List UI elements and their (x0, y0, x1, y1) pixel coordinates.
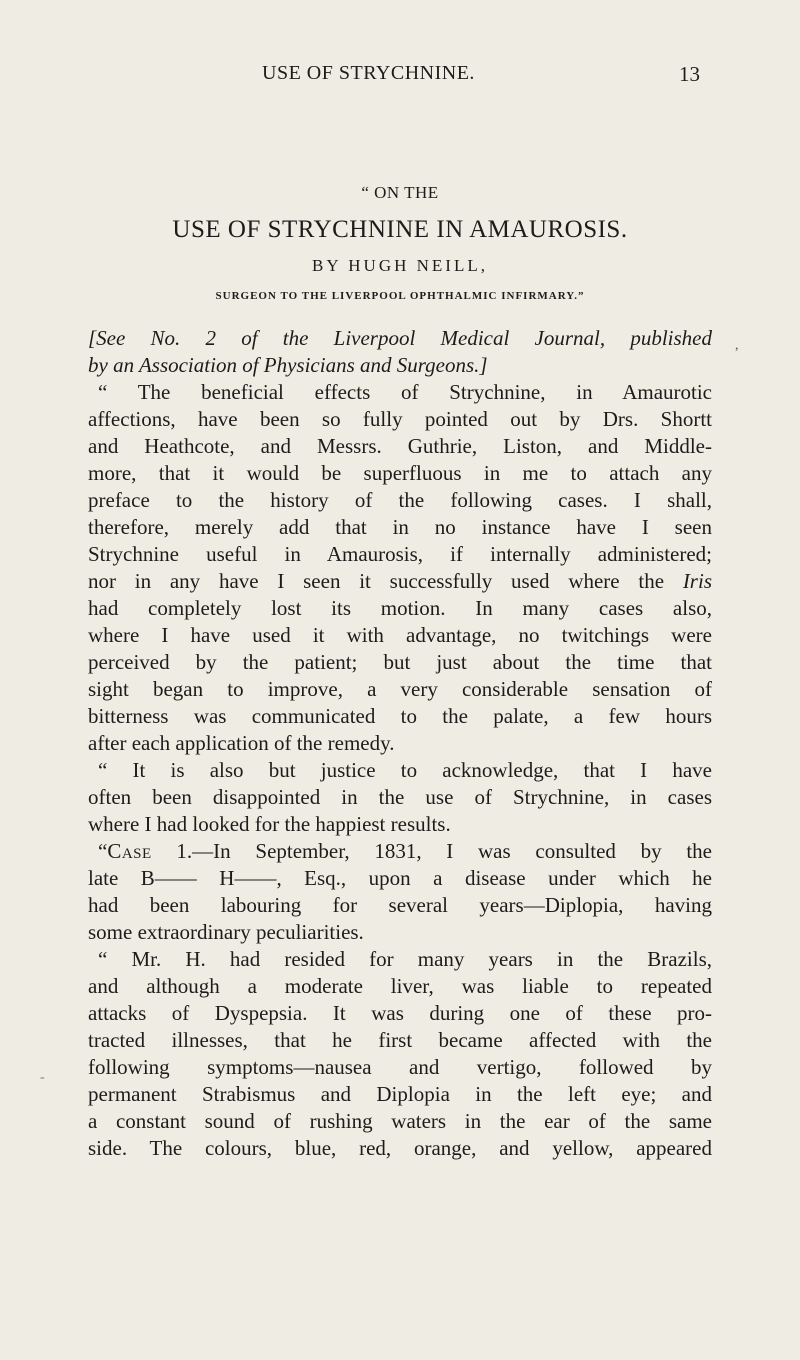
text-line: had been labouring for several years—Diplopia, having (88, 893, 712, 917)
margin-mark: , (735, 338, 739, 353)
text-line: affections, have been so fully pointed out by Drs. Shortt (88, 407, 712, 431)
text-line: attacks of Dyspepsia. It was during one of these pro- (88, 1001, 712, 1025)
running-title: USE OF STRYCHNINE. (262, 62, 475, 84)
text-line: a constant sound of rushing waters in the ear of the same (88, 1109, 712, 1133)
text-line: nor in any have I seen it successfully used where the Iris (88, 569, 712, 593)
margin-mark: - (40, 1070, 45, 1085)
citation-line: by an Association of Physicians and Surgeons.] (88, 353, 488, 377)
text-line: some extraordinary peculiarities. (88, 920, 364, 944)
text-line: where I have used it with advantage, no twitchings were (88, 623, 712, 647)
text-line: where I had looked for the happiest results. (88, 812, 451, 836)
text-line: side. The colours, blue, red, orange, and yellow, appeared (88, 1136, 712, 1160)
text-line: had completely lost its motion. In many cases also, (88, 596, 712, 620)
text-line: “ Mr. H. had resided for many years in the Brazils, (98, 947, 712, 971)
emphasis-text: Iris (682, 569, 712, 593)
citation-note (88, 325, 712, 379)
text-line: and Heathcote, and Messrs. Guthrie, Liston, and Middle- (88, 434, 712, 458)
text-line: perceived by the patient; but just about the time that (88, 650, 712, 674)
text-line: following symptoms—nausea and vertigo, followed by (88, 1055, 712, 1079)
text-line: often been disappointed in the use of Strychnine, in cases (88, 785, 712, 809)
emphasis-text: Case (107, 839, 152, 863)
text-line: “ It is also but justice to acknowledge, that I have (98, 758, 712, 782)
text-line: after each application of the remedy. (88, 731, 395, 755)
text-line: “ The beneficial effects of Strychnine, in Amaurotic (98, 380, 712, 404)
article-title: USE OF STRYCHNINE IN AMAUROSIS. (172, 216, 628, 243)
body-text (88, 379, 712, 1162)
text-line: Strychnine useful in Amaurosis, if internally administered; (88, 542, 712, 566)
text-line: tracted illnesses, that he first became affected with the (88, 1028, 712, 1052)
running-header (90, 62, 700, 92)
text-line: sight began to improve, a very considerable sensation of (88, 677, 712, 701)
text-line: permanent Strabismus and Diplopia in the left eye; and (88, 1082, 712, 1106)
text-line: “Case 1.—In September, 1831, I was consulted by the (98, 839, 712, 863)
author-byline: BY HUGH NEILL, (312, 256, 488, 275)
text-line: more, that it would be superfluous in me to attach any (88, 461, 712, 485)
text-line: preface to the history of the following cases. I shall, (88, 488, 712, 512)
citation-line: [See No. 2 of the Liverpool Medical Journal, published (88, 326, 712, 350)
text-line: bitterness was communicated to the palate, a few hours (88, 704, 712, 728)
text-line: late B—— H——, Esq., upon a disease under which he (88, 866, 712, 890)
text-line: and although a moderate liver, was liable to repeated (88, 974, 712, 998)
page-number: 13 (679, 62, 700, 86)
author-position: SURGEON TO THE LIVERPOOL OPHTHALMIC INFIRMARY.” (215, 290, 585, 302)
text-line: therefore, merely add that in no instance have I seen (88, 515, 712, 539)
heading-on-the: “ ON THE (361, 183, 439, 202)
